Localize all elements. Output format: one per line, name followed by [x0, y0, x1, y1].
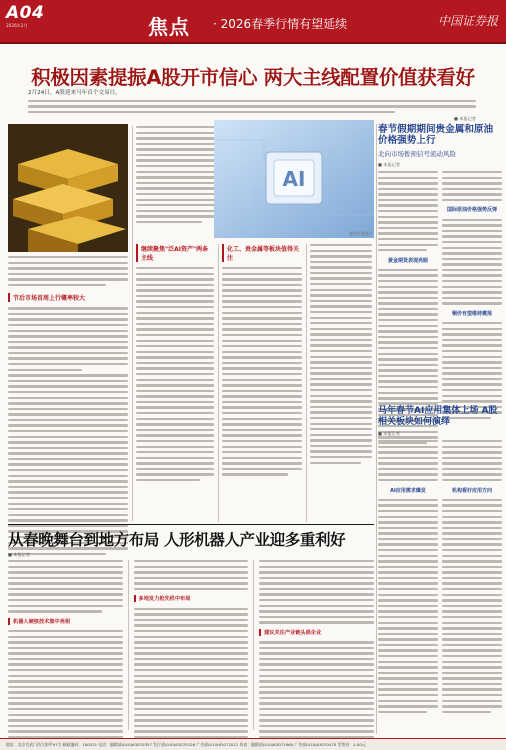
lower-story-sub2: 多地发力抢先机中布局 [134, 595, 249, 602]
lead-lines [28, 100, 476, 114]
second-column [136, 126, 216, 223]
mid-column-b [222, 244, 302, 476]
issue-meta: 2026年2月 [6, 23, 28, 28]
right-lower-sub1: AI应用需求爆发 [390, 487, 426, 494]
mid-column-a [136, 244, 214, 481]
lower-story-top-rule [8, 524, 374, 525]
lower-story-col-a [8, 560, 123, 750]
right-divider [378, 402, 502, 403]
page-number: A04 [6, 3, 45, 23]
mid-col-b-lines [222, 267, 302, 476]
lower-story-col-c [259, 560, 374, 750]
column-rule-2 [218, 244, 219, 522]
right-story [378, 124, 502, 444]
column-rule-right [376, 124, 377, 734]
column-rule-1 [132, 126, 133, 521]
lower-story-sub3: 建议关注产业链头部企业 [259, 629, 374, 636]
section-title: 焦点 [148, 15, 190, 39]
photo-caption: 视觉中国图片 [349, 231, 372, 236]
mid-col-subhead-2: 化工、贵金属等板块值得关注 [222, 244, 302, 262]
section-subtitle: · 2026春季行情有望延续 [213, 17, 348, 31]
lead-text: 2月24日，A股迎来马年首个交易日。 [28, 90, 121, 96]
lead-byline: ■ 本报记者 [453, 116, 476, 122]
right-story-sub3: 铜价有望维持震荡 [451, 310, 492, 317]
lower-rule-2 [253, 560, 254, 730]
lower-story-byline: ■ 本报记者 [8, 552, 31, 557]
lower-story-byline-row [8, 552, 374, 558]
newspaper-brand: 中国证券报 [437, 14, 498, 28]
masthead [0, 0, 506, 42]
mid-col-subhead: 继续聚焦"泛AI资产"两条主线 [136, 244, 214, 262]
right-lower-body [378, 440, 502, 713]
masthead-rule [0, 42, 506, 44]
right-story-body [378, 171, 502, 444]
gold-bars-image [8, 124, 128, 252]
right-story-byline: ■ 本报记者 [378, 162, 401, 167]
svg-text:AI: AI [282, 167, 306, 191]
main-headline: 积极因素提振A股开市信心 两大主线配置价值获看好 [31, 66, 475, 89]
second-col-lines [136, 126, 216, 223]
right-story-sub2: 国际原油价格强势反弹 [446, 207, 497, 214]
mid-col-a-lines [136, 267, 214, 481]
ai-chip-photo [214, 120, 374, 238]
left-col-lines-1 [8, 256, 128, 286]
ai-chip-image [214, 120, 374, 238]
gold-bars-photo [8, 124, 128, 252]
left-col-subhead: 节后市场首周上行概率较大 [8, 293, 128, 302]
column-rule-3 [306, 244, 307, 522]
right-lower-title: 马年春节AI应用集体上场 A股相关板块如何演绎 [378, 406, 498, 427]
lower-story-body [8, 560, 374, 750]
right-lower-col-b [442, 440, 502, 713]
right-lower-story [378, 406, 502, 713]
mid-col-c-lines [310, 244, 372, 464]
lower-story-col-b [134, 560, 249, 750]
mid-column-c [310, 244, 372, 464]
right-story-sub1: 黄金期货表现亮眼 [387, 257, 428, 264]
right-story-col-a [378, 171, 438, 444]
right-story-col-b [442, 171, 502, 444]
left-column [8, 256, 128, 555]
lead-paragraph [28, 90, 476, 123]
right-lower-sub2: 机构看好应用方向 [451, 487, 492, 494]
right-story-subtitle: 北向市场暂预信号流动风险 [378, 150, 456, 158]
right-story-title: 春节假期期间贵金属和原油价格强势上行 [378, 124, 494, 146]
right-lower-byline: ■ 本报记者 [378, 431, 401, 436]
footer-bar: 地址：北京宣武门西大街甲97号 邮政编码：100031 电话：编辑部(010)63070357 发行部(010)63070326 广告部(010)63072012 传真：编辑部(010)63071960 广告部(010)63070470 零售价：4.00元 [0, 738, 506, 750]
lower-story-sub1: 机器人硬核技术集中亮相 [8, 618, 123, 625]
lower-story-headline: 从春晚舞台到地方布局 人形机器人产业迎多重利好 [8, 531, 346, 549]
lower-rule-1 [128, 560, 129, 730]
right-lower-col-a [378, 440, 438, 713]
left-col-lines-2 [8, 307, 128, 555]
